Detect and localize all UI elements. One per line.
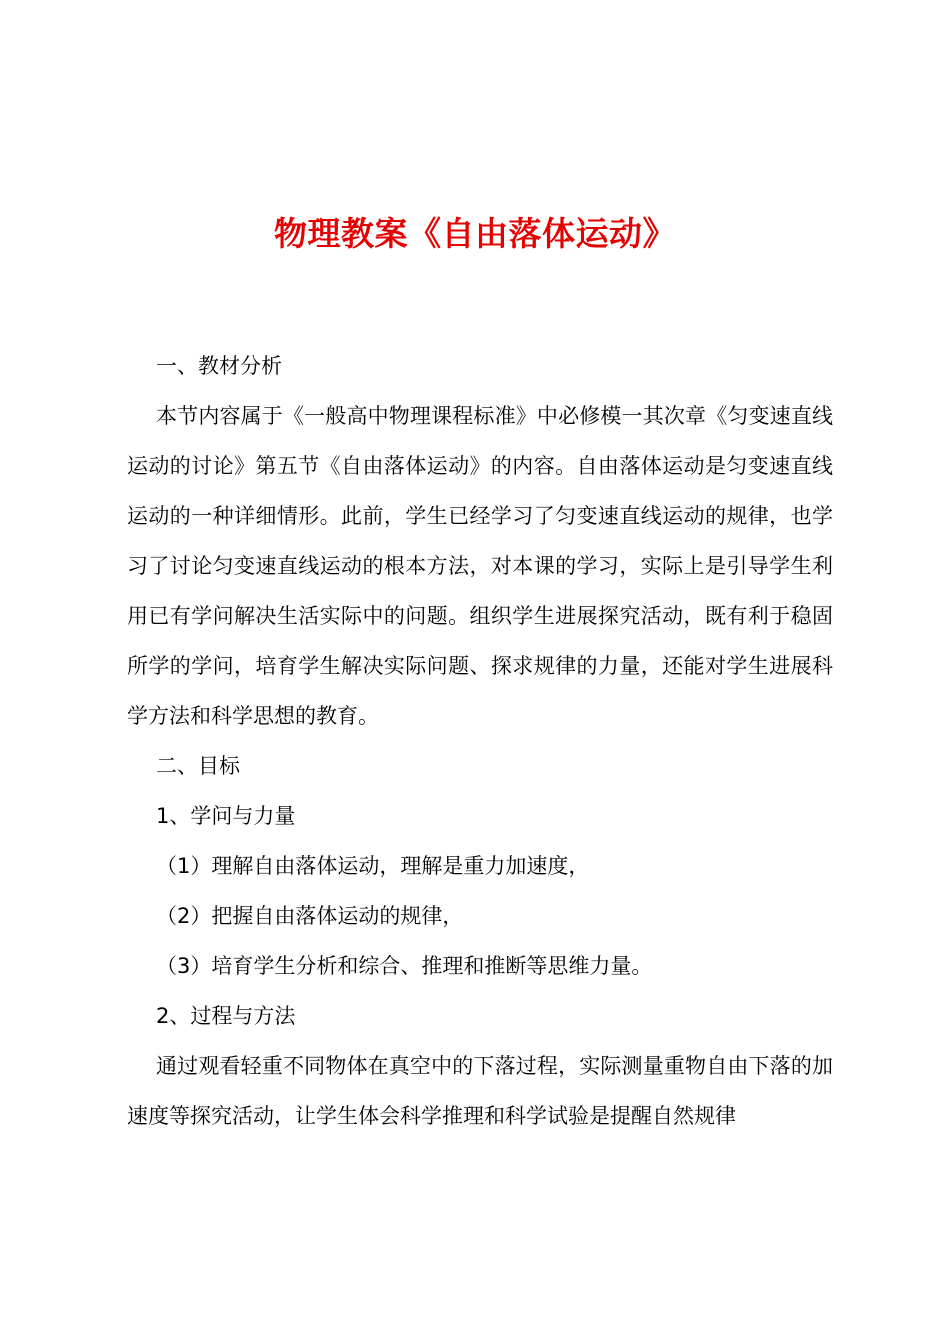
section-heading-objectives: 二、目标 [156, 754, 240, 778]
list-item-objective-2: （2）把握自由落体运动的规律， [156, 904, 464, 928]
list-item-objective-3: （3）培育学生分析和综合、推理和推断等思维力量。 [156, 954, 653, 978]
document-body [127, 341, 833, 1141]
paragraph-process-and-method: 通过观看轻重不同物体在真空中的下落过程，实际测量重物自由下落的加速度等探究活动，让学生体会科学推理和科学试验是提醒自然规律 [127, 1054, 833, 1128]
paragraph-material-analysis: 本节内容属于《一般高中物理课程标准》中必修模一其次章《匀变速直线运动的讨论》第五节《自由落体运动》的内容。自由落体运动是匀变速直线运动的一种详细情形。此前，学生已经学习了匀变速直线运动的规律，也学习了讨论匀变速直线运动的根本方法，对本课的学习，实际上是引导学生利用已有学问解决生活实际中的问题。组织学生进展探究活动，既有利于稳固所学的学问，培育学生解决实际问题、探求规律的力量，还能对学生进展科学方法和科学思想的教育。 [127, 404, 833, 728]
document-title: 物理教案《自由落体运动》 [274, 214, 676, 253]
section-heading-teaching-material-analysis: 一、教材分析 [156, 354, 282, 378]
subheading-process-and-method: 2、过程与方法 [156, 1004, 296, 1028]
list-item-objective-1: （1）理解自由落体运动，理解是重力加速度， [156, 854, 590, 878]
subheading-knowledge-and-ability: 1、学问与力量 [156, 804, 296, 828]
